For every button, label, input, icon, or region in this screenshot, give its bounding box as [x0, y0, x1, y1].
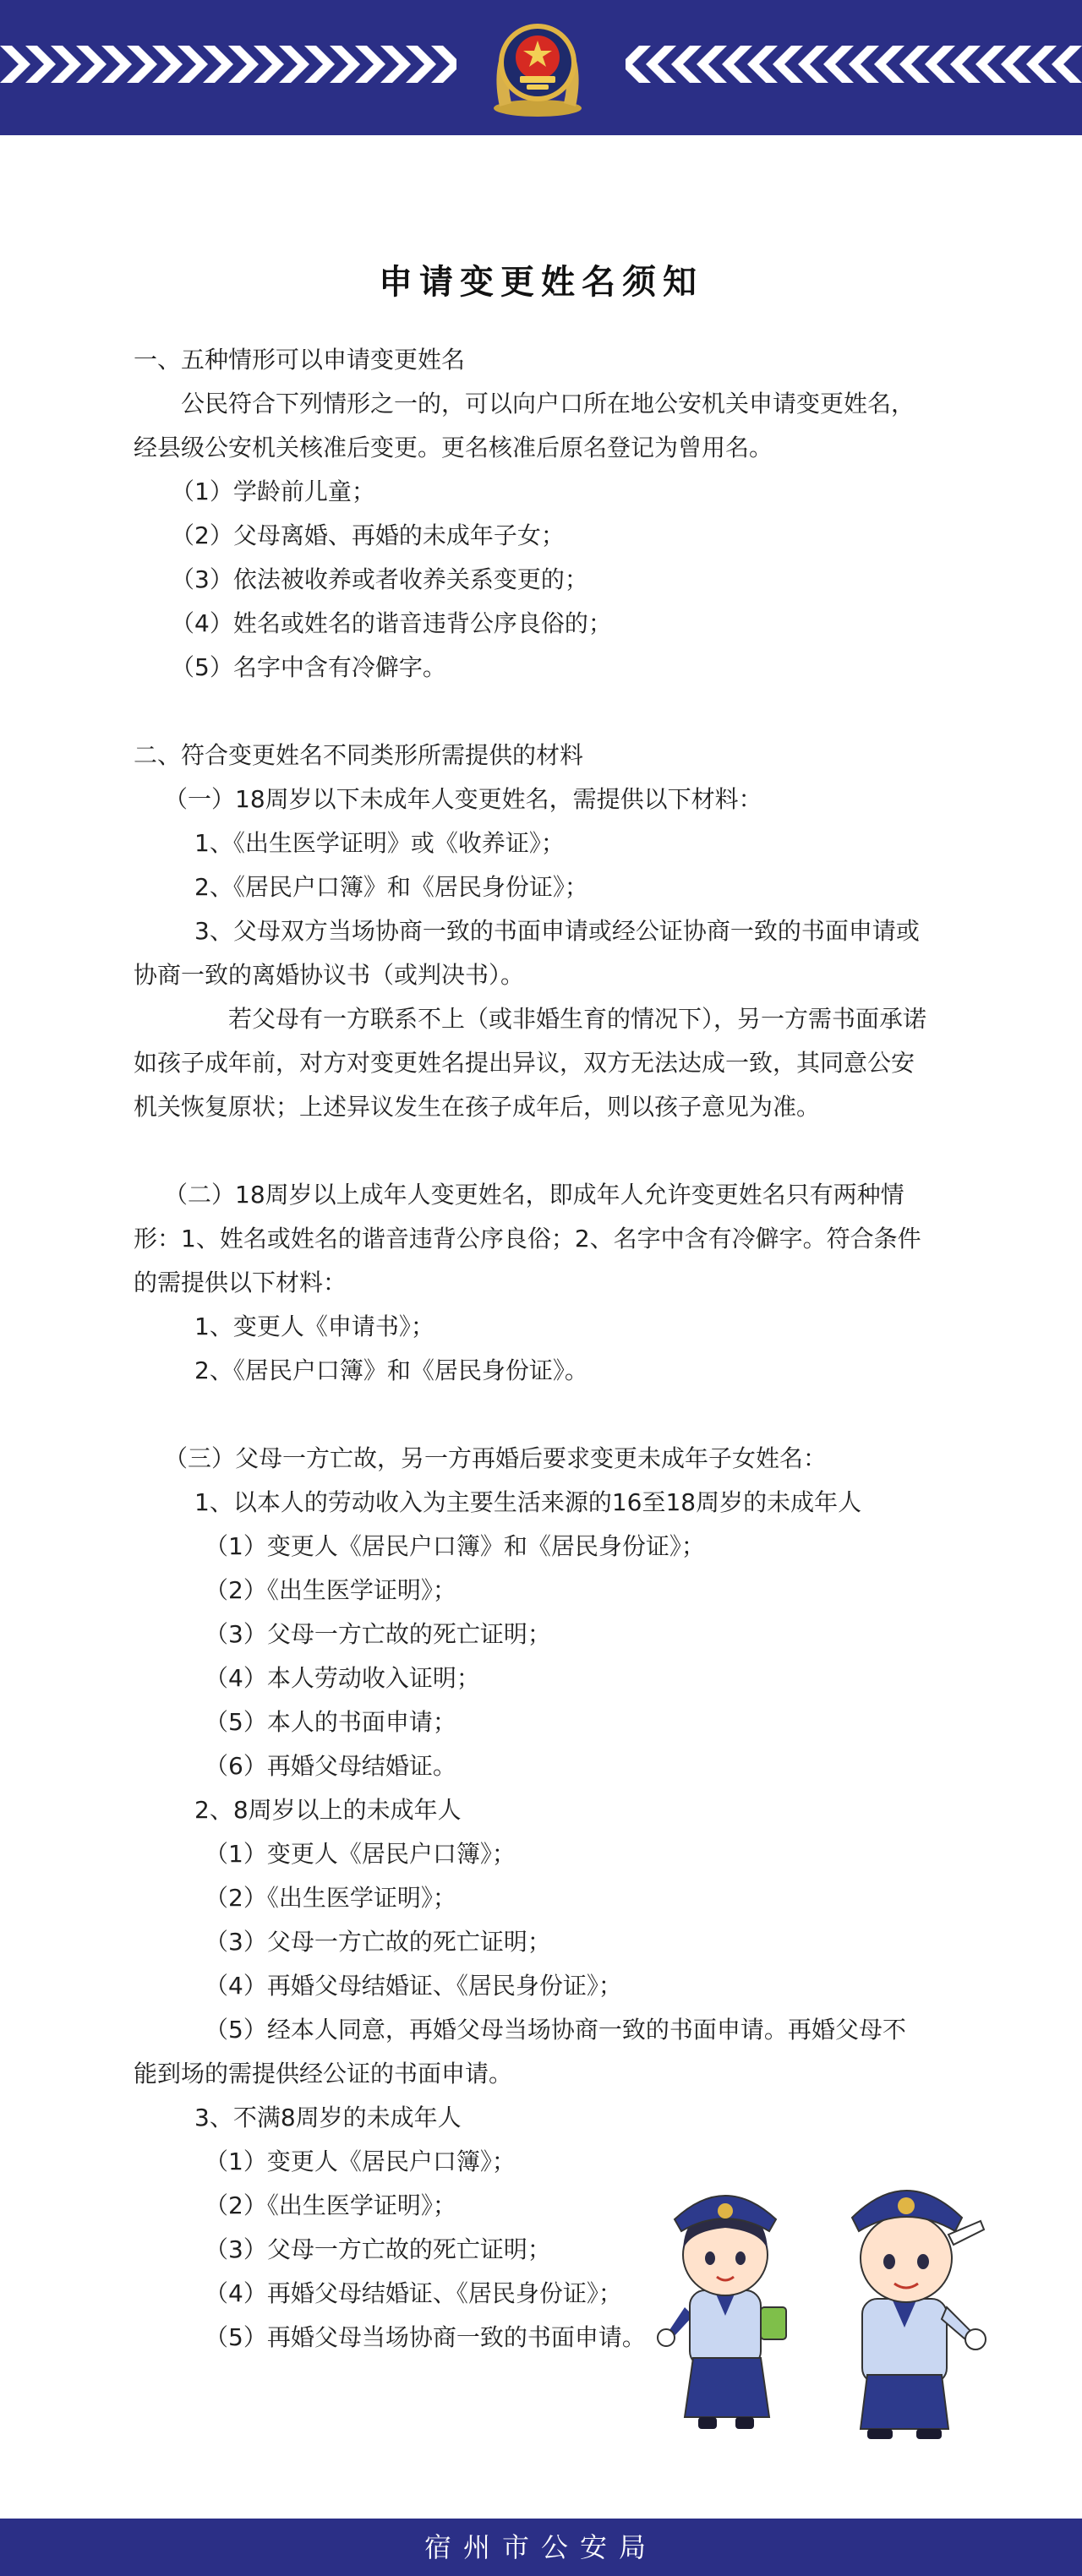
list-item: 3、父母双方当场协商一致的书面申请或经公证协商一致的书面申请或协商一致的离婚协议书（或判决书）。	[134, 917, 920, 989]
section1-heading: 一、五种情形可以申请变更姓名	[134, 346, 466, 374]
list-item: （4）再婚父母结婚证、《居民身份证》；	[205, 1972, 622, 2000]
list-item: （3）父母一方亡故的死亡证明；	[205, 1928, 551, 1956]
group-label: 1、以本人的劳动收入为主要生活来源的16至18周岁的未成年人	[194, 1488, 862, 1516]
list-item: （3）依法被收养或者收养关系变更的；	[171, 565, 588, 593]
footer-band	[0, 2519, 1082, 2576]
list-item: （5）再婚父母当场协商一致的书面申请。	[205, 2323, 646, 2351]
police-officers-illustration	[634, 2147, 1023, 2442]
list-item: （4）本人劳动收入证明；	[205, 1664, 480, 1692]
list-item: （3）父母一方亡故的死亡证明；	[205, 1620, 551, 1648]
sub3-heading: （三）父母一方亡故，另一方再婚后要求变更未成年子女姓名：	[164, 1444, 828, 1472]
list-item: （1）学龄前儿童；	[171, 478, 375, 505]
section1-intro: 公民符合下列情形之一的，可以向户口所在地公安机关申请变更姓名，经县级公安机关核准后变更。更名核准后原名登记为曾用名。	[134, 390, 915, 461]
list-item: （2）《出生医学证明》；	[205, 2191, 456, 2219]
list-item: （1）变更人《居民户口簿》；	[205, 2148, 516, 2175]
list-item: （2）父母离婚、再婚的未成年子女；	[171, 521, 565, 549]
header-band	[0, 0, 1082, 135]
list-item: （1）变更人《居民户口簿》和《居民身份证》；	[205, 1532, 705, 1560]
sub1-note: 若父母有一方联系不上（或非婚生育的情况下），另一方需书面承诺如孩子成年前，对方对变更姓名提出异议，双方无法达成一致，其同意公安机关恢复原状；上述异议发生在孩子成年后，则以孩子意见为准。	[134, 1005, 927, 1121]
group-label: 3、不满8周岁的未成年人	[194, 2104, 462, 2131]
list-item: （2）《出生医学证明》；	[205, 1884, 456, 1912]
list-item: （2）《出生医学证明》；	[205, 1576, 456, 1604]
list-item: （6）再婚父母结婚证。	[205, 1752, 456, 1780]
list-item: （3）父母一方亡故的死亡证明；	[205, 2235, 551, 2263]
list-item: 1、《出生医学证明》或《收养证》；	[194, 829, 565, 857]
sub1-heading: （一）18周岁以下未成年人变更姓名，需提供以下材料：	[164, 785, 762, 813]
list-item: （4）姓名或姓名的谐音违背公序良俗的；	[171, 609, 612, 637]
officer-right-figure	[852, 2191, 986, 2439]
list-item: （1）变更人《居民户口簿》；	[205, 1840, 516, 1868]
section2-heading: 二、符合变更姓名不同类形所需提供的材料	[134, 741, 584, 769]
group-label: 2、8周岁以上的未成年人	[194, 1796, 462, 1824]
chevron-pattern-left	[0, 41, 456, 88]
list-item: （5）经本人同意，再婚父母当场协商一致的书面申请。再婚父母不能到场的需提供经公证的书面申请。	[134, 2016, 906, 2088]
list-item: 2、《居民户口簿》和《居民身份证》。	[194, 1356, 588, 1384]
list-item: 1、变更人《申请书》；	[194, 1313, 434, 1340]
list-item: 2、《居民户口簿》和《居民身份证》；	[194, 873, 588, 901]
police-emblem-icon	[483, 8, 593, 118]
list-item: （5）名字中含有冷僻字。	[171, 653, 446, 681]
page-title: 申请变更姓名须知	[379, 262, 703, 302]
document-body	[134, 338, 928, 2360]
list-item: （4）再婚父母结婚证、《居民身份证》；	[205, 2279, 622, 2307]
footer-organization: 宿州市公安局	[424, 2531, 658, 2563]
chevron-pattern-right	[626, 41, 1082, 88]
officer-left-figure	[658, 2196, 786, 2429]
sub2-heading: （二）18周岁以上成年人变更姓名，即成年人允许变更姓名只有两种情形：1、姓名或姓名的谐音违背公序良俗；2、名字中含有冷僻字。符合条件的需提供以下材料：	[134, 1181, 921, 1296]
list-item: （5）本人的书面申请；	[205, 1708, 456, 1736]
